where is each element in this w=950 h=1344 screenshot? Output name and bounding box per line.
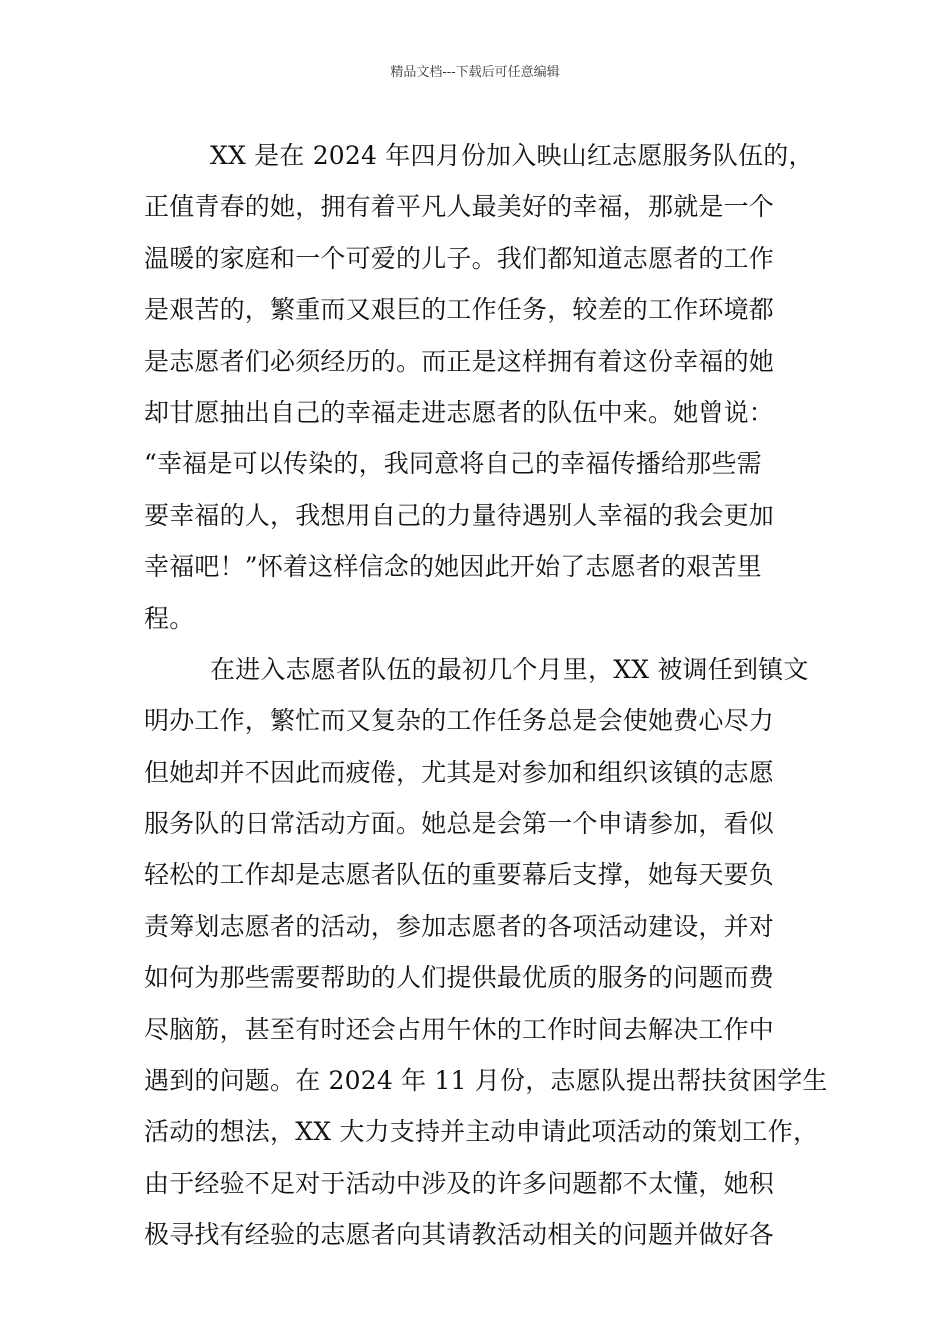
text-line: 极寻找有经验的志愿者向其请教活动相关的问题并做好各 xyxy=(144,1220,775,1250)
text-line: 遇到的问题。在 2024 年 11 月份，志愿队提出帮扶贫困学生 xyxy=(144,1066,828,1096)
document-body xyxy=(144,130,834,1261)
text-line: 责筹划志愿者的活动，参加志愿者的各项活动建设，并对 xyxy=(144,911,775,941)
text-line: 轻松的工作却是志愿者队伍的重要幕后支撑，她每天要负 xyxy=(144,860,775,890)
text-line: 明办工作，繁忙而又复杂的工作任务总是会使她费心尽力 xyxy=(144,706,775,736)
text-line: 尽脑筋，甚至有时还会占用午休的工作时间去解决工作中 xyxy=(144,1014,775,1044)
paragraph-1 xyxy=(144,130,834,644)
text-line: 程。 xyxy=(144,603,195,633)
text-line: “幸福是可以传染的，我同意将自己的幸福传播给那些需 xyxy=(144,449,762,479)
text-line: 是艰苦的，繁重而又艰巨的工作任务，较差的工作环境都 xyxy=(144,295,775,325)
text-line: 是志愿者们必须经历的。而正是这样拥有着这份幸福的她 xyxy=(144,346,775,376)
text-line: 幸福吧！”怀着这样信念的她因此开始了志愿者的艰苦里 xyxy=(144,552,762,582)
text-line: 活动的想法，XX 大力支持并主动申请此项活动的策划工作， xyxy=(144,1117,819,1147)
text-line: 但她却并不因此而疲倦，尤其是对参加和组织该镇的志愿 xyxy=(144,757,775,787)
text-line: XX 是在 2024 年四月份加入映山红志愿服务队伍的， xyxy=(210,141,814,170)
text-line: 由于经验不足对于活动中涉及的许多问题都不太懂，她积 xyxy=(144,1168,775,1198)
text-line: 正值青春的她，拥有着平凡人最美好的幸福，那就是一个 xyxy=(144,192,775,222)
text-line: 如何为那些需要帮助的人们提供最优质的服务的问题而费 xyxy=(144,963,775,993)
page-header: 精品文档---下载后可任意编辑 xyxy=(390,65,560,80)
text-line: 却甘愿抽出自己的幸福走进志愿者的队伍中来。她曾说： xyxy=(144,397,775,427)
text-line: 温暖的家庭和一个可爱的儿子。我们都知道志愿者的工作 xyxy=(144,243,775,273)
text-line: 要幸福的人，我想用自己的力量待遇别人幸福的我会更加 xyxy=(144,500,775,530)
text-line: 服务队的日常活动方面。她总是会第一个申请参加，看似 xyxy=(144,809,775,839)
paragraph-2 xyxy=(144,644,834,1261)
text-line: 在进入志愿者队伍的最初几个月里，XX 被调任到镇文 xyxy=(210,654,809,684)
